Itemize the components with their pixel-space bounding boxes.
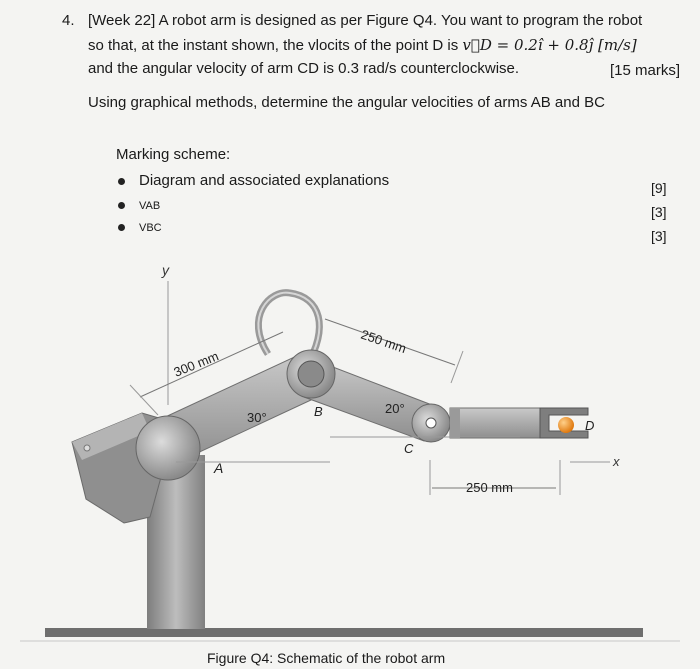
arm-cd-collar — [450, 408, 460, 438]
angle-a-label: 30° — [247, 410, 267, 425]
cd-length-label: 250 mm — [466, 480, 513, 495]
bc-length-label: 250 mm — [359, 326, 409, 357]
marking-item — [118, 196, 160, 213]
marking-item — [118, 172, 389, 189]
marking-item-label: Diagram and associated explanations — [139, 172, 390, 189]
dimension-bc-tick — [451, 351, 463, 383]
arm-cd — [450, 408, 540, 438]
ground-bar — [45, 628, 643, 637]
housing-bolt — [84, 445, 90, 451]
joint-a — [136, 416, 200, 480]
dimension-ab-tick — [130, 385, 158, 415]
x-axis-label: x — [613, 454, 620, 469]
marking-score: [3] — [651, 228, 667, 244]
question-number: 4. — [62, 12, 75, 29]
angle-c-label: 20° — [385, 401, 405, 416]
point-c-label: C — [404, 441, 414, 456]
figure-caption: Figure Q4: Schematic of the robot arm — [207, 650, 446, 666]
marking-score: [9] — [651, 180, 667, 196]
marking-score: [3] — [651, 204, 667, 220]
total-marks: [15 marks] — [609, 62, 680, 79]
point-d-label: D — [585, 418, 595, 433]
point-a-label: A — [214, 460, 224, 476]
point-b-label: B — [314, 404, 323, 419]
ab-length-label: 300 mm — [171, 348, 221, 380]
grip-ball — [558, 417, 574, 433]
bullet-icon — [118, 202, 125, 209]
question-line-4: Using graphical methods, determine the angular velocities of arms AB and BC — [88, 94, 605, 111]
question-line-3: and the angular velocity of arm CD is 0.3 rad/s counterclockwise. — [88, 60, 520, 77]
question-line-2 — [88, 36, 637, 54]
velocity-expression: v⃗D = 0.2î + 0.8ĵ [m/s] — [462, 36, 637, 54]
robot-arm-figure — [0, 255, 700, 655]
joint-c-pin — [426, 418, 436, 428]
marking-item — [118, 218, 162, 235]
marking-scheme-title: Marking scheme: — [116, 146, 231, 163]
question-line-1: [Week 22] A robot arm is designed as per Figure Q4. You want to program the robot — [88, 12, 643, 29]
marking-item-label: VAB — [139, 200, 161, 212]
y-axis-label: y — [162, 262, 169, 278]
question-line-2-text: so that, at the instant shown, the vlocits of the point D is — [88, 37, 463, 54]
marking-item-label: VBC — [139, 222, 162, 234]
joint-b-hub — [298, 361, 324, 387]
bullet-icon — [118, 224, 125, 231]
bullet-icon — [118, 178, 125, 185]
